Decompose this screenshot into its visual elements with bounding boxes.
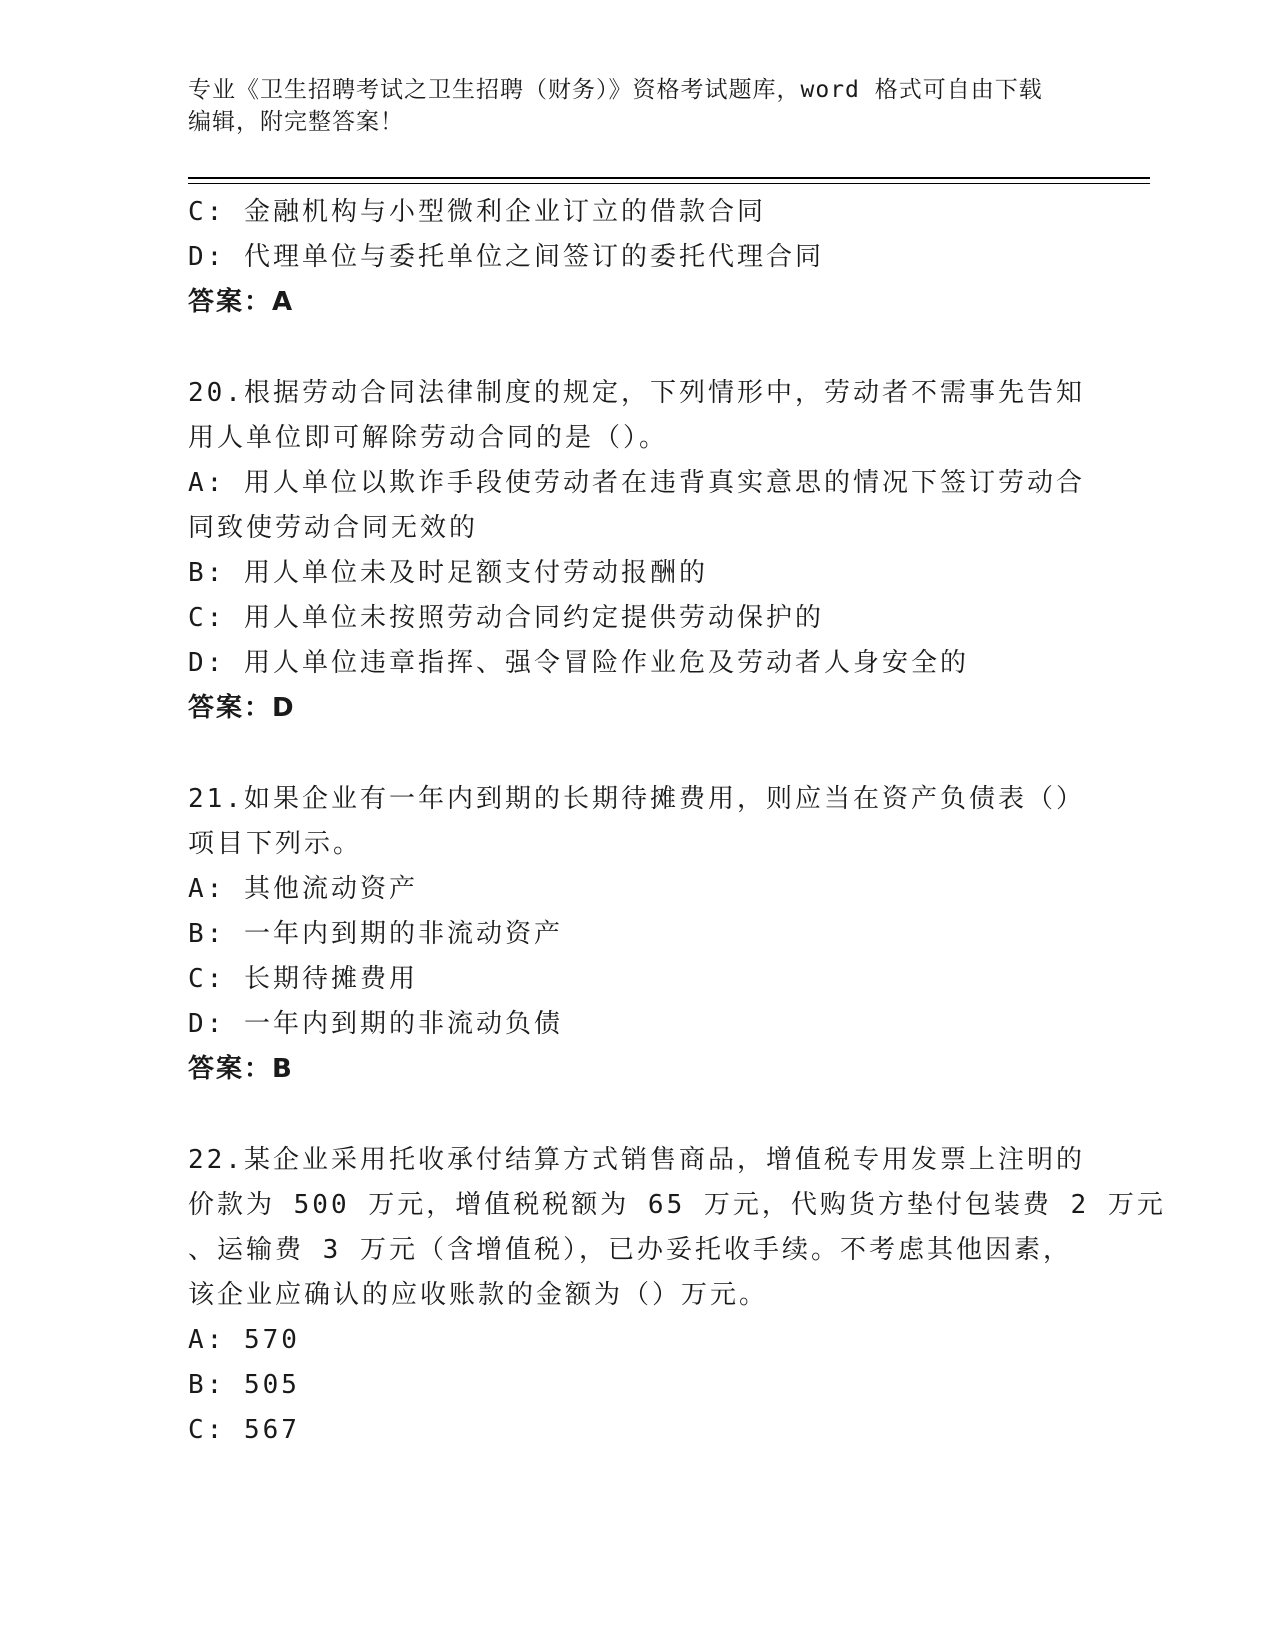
question-22: [188, 1138, 1166, 1453]
spacer: [188, 1092, 1088, 1138]
q20-stem-line-2: 用人单位即可解除劳动合同的是（）。: [188, 423, 669, 453]
q21-option-c: C: 长期待摊费用: [188, 964, 418, 994]
q21-stem-line-2: 项目下列示。: [188, 829, 363, 859]
q20-answer: 答案：D: [188, 693, 296, 723]
q21-option-b: B: 一年内到期的非流动资产: [188, 919, 563, 949]
q21-answer: 答案：B: [188, 1054, 294, 1084]
question-20: [188, 371, 1088, 731]
q20-option-a-line-2: 同致使劳动合同无效的: [188, 513, 479, 543]
page-header: [188, 74, 1088, 138]
q22-option-a: A: 570: [188, 1325, 300, 1355]
q22-option-b: B: 505: [188, 1370, 300, 1400]
header-rule-thin: [188, 183, 1150, 184]
q19-option-c: C: 金融机构与小型微利企业订立的借款合同: [188, 197, 766, 227]
question-list: [188, 190, 1166, 1453]
spacer: [188, 731, 1088, 777]
q20-option-d: D: 用人单位违章指挥、强令冒险作业危及劳动者人身安全的: [188, 648, 969, 678]
q22-stem-line-2: 价款为 500 万元，增值税税额为 65 万元，代购货方垫付包装费 2 万元: [188, 1190, 1166, 1220]
header-rule-thick: [188, 177, 1150, 179]
question-21: [188, 777, 1088, 1092]
q21-option-d: D: 一年内到期的非流动负债: [188, 1009, 563, 1039]
q19-answer: 答案：A: [188, 287, 295, 317]
header-line-2: 编辑，附完整答案！: [188, 109, 404, 135]
q22-option-c: C: 567: [188, 1415, 300, 1445]
q20-option-c: C: 用人单位未按照劳动合同约定提供劳动保护的: [188, 603, 824, 633]
q19-option-d: D: 代理单位与委托单位之间签订的委托代理合同: [188, 242, 824, 272]
header-line-1: 专业《卫生招聘考试之卫生招聘（财务）》资格考试题库，word 格式可自由下载: [188, 77, 1043, 103]
q22-stem-line-3: 、运输费 3 万元（含增值税），已办妥托收手续。不考虑其他因素，: [188, 1235, 1072, 1265]
spacer: [188, 325, 1088, 371]
q20-option-b: B: 用人单位未及时足额支付劳动报酬的: [188, 558, 708, 588]
q21-option-a: A: 其他流动资产: [188, 874, 418, 904]
q22-stem-line-4: 该企业应确认的应收账款的金额为（）万元。: [188, 1280, 769, 1310]
q22-stem-line-1: 22.某企业采用托收承付结算方式销售商品，增值税专用发票上注明的: [188, 1145, 1085, 1175]
q20-stem-line-1: 20.根据劳动合同法律制度的规定，下列情形中，劳动者不需事先告知: [188, 378, 1085, 408]
q21-stem-line-1: 21.如果企业有一年内到期的长期待摊费用，则应当在资产负债表（）: [188, 784, 1085, 814]
q20-option-a-line-1: A: 用人单位以欺诈手段使劳动者在违背真实意思的情况下签订劳动合: [188, 468, 1085, 498]
question-19: [188, 190, 1088, 325]
